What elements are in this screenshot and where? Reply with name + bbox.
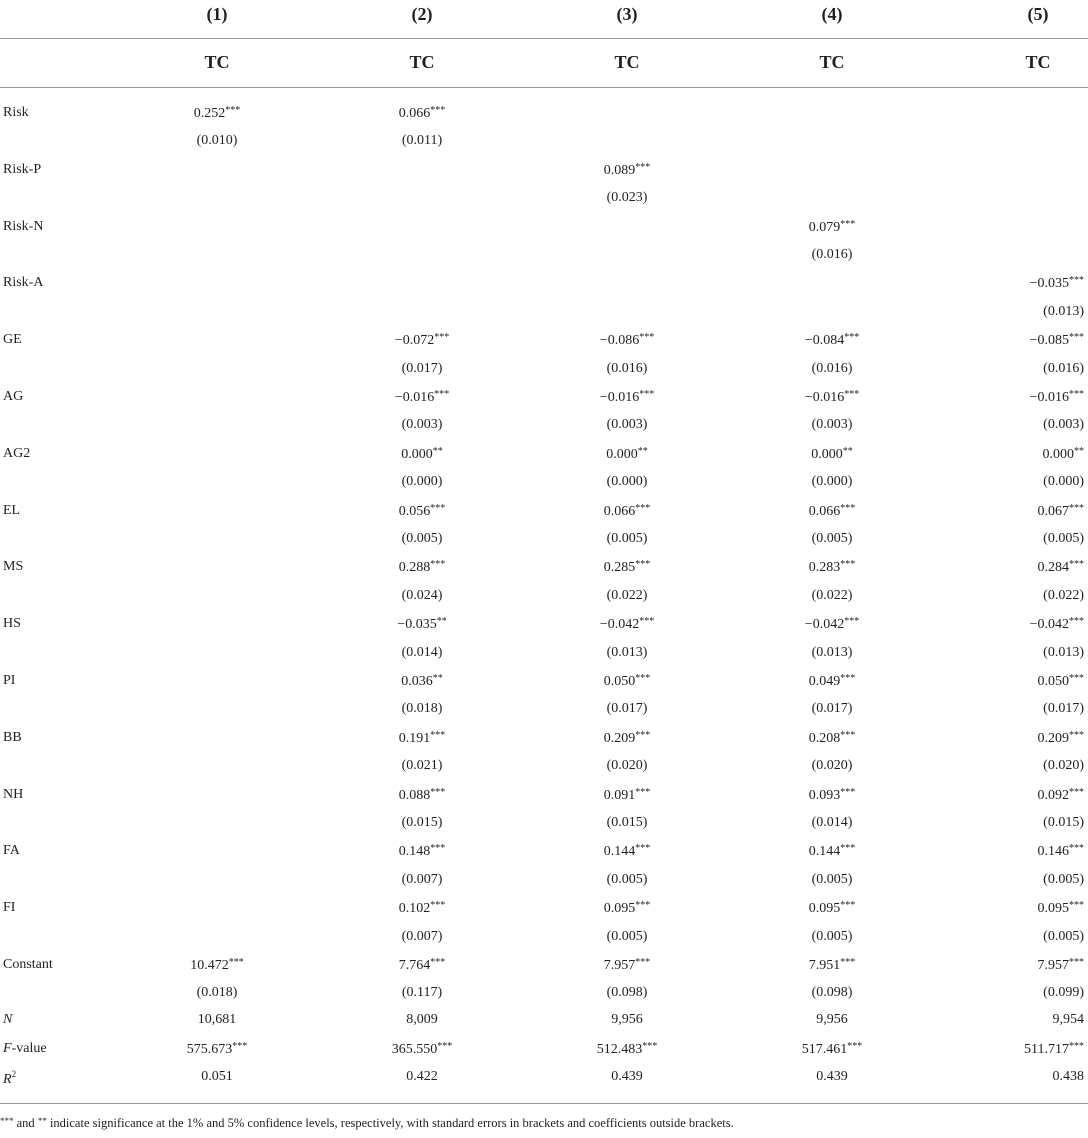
standard-error-cell: (0.017) [1043,701,1084,717]
stat-cell: 8,009 [406,1012,438,1027]
coefficient-cell: −0.016*** [394,389,450,405]
standard-error-cell: (0.017) [606,701,648,717]
standard-error-cell: (0.003) [811,417,853,433]
standard-error-cell: (0.015) [606,815,648,830]
standard-error-cell: (0.005) [811,928,853,944]
standard-error-cell: (0.003) [1043,417,1084,433]
row-label: Constant [3,957,53,972]
coefficient-cell: 0.252*** [193,105,241,121]
coefficient-cell: 0.056*** [398,502,446,519]
stat-cell: 512.483*** [596,1040,658,1057]
standard-error-cell: (0.000) [401,474,443,490]
standard-error-cell: (0.003) [606,417,648,433]
standard-error-cell: (0.024) [401,587,443,603]
standard-error-cell: (0.011) [401,133,443,149]
coefficient-cell: 0.144*** [808,843,856,860]
coefficient-cell: 7.951*** [808,957,856,973]
standard-error-cell: (0.000) [811,474,853,490]
coefficient-cell: 0.095*** [808,900,856,917]
standard-error-cell: (0.005) [606,928,648,944]
dependent-variable-header: TC [614,52,640,72]
coefficient-cell: 7.957*** [1037,957,1084,973]
coefficient-cell: −0.016*** [804,389,860,405]
standard-error-cell: (0.005) [401,531,443,546]
row-label: Risk-P [3,161,42,177]
row-label: FA [3,843,20,859]
coefficient-cell: 0.093*** [808,786,856,803]
row-label: HS [3,616,21,632]
row-label: NH [3,786,24,802]
standard-error-cell: (0.020) [1043,758,1084,774]
row-label: EL [3,502,21,518]
stat-label: N [3,1012,13,1027]
coefficient-cell: 0.079*** [808,218,856,235]
coefficient-cell: 7.957*** [603,957,651,973]
standard-error-cell: (0.005) [811,871,853,887]
standard-error-cell: (0.013) [1043,303,1084,319]
coefficient-cell: 0.285*** [603,559,651,576]
coefficient-cell: 0.049*** [808,673,856,689]
coefficient-cell: −0.085*** [1029,332,1084,349]
coefficient-cell: 0.095*** [603,900,651,917]
coefficient-cell: 0.088*** [398,786,446,803]
standard-error-cell: (0.015) [401,815,443,830]
stat-cell: 9,956 [816,1012,848,1027]
stat-cell: 10,681 [197,1012,237,1027]
coefficient-cell: 0.209*** [603,729,651,746]
standard-error-cell: (0.021) [401,758,443,774]
stat-cell: 9,954 [1052,1012,1084,1027]
row-label: BB [3,729,22,745]
stat-label: F-value [3,1040,47,1056]
coefficient-cell: 0.092*** [1037,786,1084,803]
coefficient-cell: 0.067*** [1037,502,1084,519]
coefficient-cell: −0.016*** [1029,389,1084,405]
standard-error-cell: (0.014) [811,815,853,830]
standard-error-cell: (0.005) [1043,928,1084,944]
standard-error-cell: (0.014) [401,644,443,660]
coefficient-cell: 0.000** [606,445,648,462]
standard-error-cell: (0.018) [401,701,443,717]
coefficient-cell: 0.091*** [603,786,651,803]
standard-error-cell: (0.022) [1043,587,1084,603]
coefficient-cell: −0.016*** [599,389,655,405]
coefficient-cell: 10.472*** [190,957,244,973]
standard-error-cell: (0.020) [606,758,648,774]
coefficient-cell: 0.283*** [808,559,856,576]
dependent-variable-header: TC [204,52,230,72]
standard-error-cell: (0.017) [811,701,853,717]
coefficient-cell: 0.288*** [398,559,446,576]
standard-error-cell: (0.005) [1043,531,1084,546]
stat-label: $R^2$ [3,1069,17,1087]
stat-cell: 0.439 [816,1069,848,1084]
stat-cell: 517.461*** [801,1040,863,1057]
coefficient-cell: 0.050*** [603,673,651,689]
coefficient-cell: −0.072*** [394,332,450,349]
standard-error-cell: (0.016) [1043,360,1084,376]
stat-cell: 0.438 [1052,1069,1084,1084]
coefficient-cell: 0.146*** [1037,843,1084,860]
standard-error-cell: (0.013) [606,644,648,660]
coefficient-cell: 0.050*** [1037,673,1084,689]
coefficient-cell: 0.066*** [603,502,651,519]
standard-error-cell: (0.017) [401,360,443,376]
standard-error-cell: (0.005) [606,531,648,546]
coefficient-cell: 0.148*** [398,843,446,860]
standard-error-cell: (0.010) [196,133,238,149]
column-number-header: (5) [1027,4,1049,24]
coefficient-cell: −0.086*** [599,332,655,349]
standard-error-cell: (0.117) [401,985,443,1001]
row-label: MS [3,559,24,575]
coefficient-cell: 0.284*** [1037,559,1084,576]
standard-error-cell: (0.016) [606,360,648,376]
standard-error-cell: (0.013) [1043,644,1084,660]
coefficient-cell: −0.042*** [599,616,655,633]
row-label: PI [3,673,16,688]
standard-error-cell: (0.098) [811,985,853,1001]
coefficient-cell: −0.035*** [1029,275,1084,292]
standard-error-cell: (0.005) [606,871,648,887]
standard-error-cell: (0.023) [606,190,648,206]
stat-cell: 9,956 [611,1012,643,1027]
row-label: FI [3,900,16,916]
row-label: Risk [3,105,29,120]
dependent-variable-header: TC [819,52,845,72]
row-label: Risk-A [3,275,44,291]
row-label: AG2 [3,445,31,461]
standard-error-cell: (0.003) [401,417,443,433]
coefficient-cell: 0.208*** [808,729,856,746]
stat-cell: 575.673*** [186,1040,248,1057]
table-rule-3 [0,1103,1088,1104]
coefficient-cell: 0.209*** [1037,729,1084,746]
standard-error-cell: (0.007) [401,928,443,944]
coefficient-cell: 0.095*** [1037,900,1084,917]
standard-error-cell: (0.007) [401,871,443,887]
standard-error-cell: (0.016) [811,247,853,262]
standard-error-cell: (0.022) [811,587,853,603]
coefficient-cell: 0.102*** [398,900,446,917]
coefficient-cell: −0.035** [397,616,447,633]
column-number-header: (4) [821,4,843,24]
table-rule-1 [0,38,1088,39]
row-label: Risk-N [3,218,44,234]
standard-error-cell: (0.005) [811,531,853,546]
coefficient-cell: 0.000** [811,445,853,462]
stat-cell: 365.550*** [391,1040,453,1057]
coefficient-cell: 0.036** [401,673,443,689]
coefficient-cell: 7.764*** [398,957,446,973]
standard-error-cell: (0.000) [1043,474,1084,490]
coefficient-cell: −0.042*** [1029,616,1084,633]
coefficient-cell: −0.084*** [804,332,860,349]
row-label: GE [3,332,22,348]
standard-error-cell: (0.022) [606,587,648,603]
column-number-header: (3) [616,4,638,24]
standard-error-cell: (0.099) [1043,985,1084,1001]
coefficient-cell: 0.191*** [398,729,446,746]
stat-cell: 0.439 [611,1069,643,1084]
standard-error-cell: (0.005) [1043,871,1084,887]
coefficient-cell: 0.000** [401,445,443,462]
coefficient-cell: 0.066*** [808,502,856,519]
standard-error-cell: (0.000) [606,474,648,490]
table-footnote: *** and ** indicate significance at the 1% and 5% confidence levels, respectively, with standard errors in brackets and coefficients outside brackets. [0,1116,734,1130]
standard-error-cell: (0.098) [606,985,648,1001]
standard-error-cell: (0.013) [811,644,853,660]
stat-cell: 0.422 [406,1069,438,1084]
column-number-header: (1) [206,4,228,24]
table-rule-2 [0,87,1088,88]
stat-cell: 0.051 [201,1069,233,1084]
standard-error-cell: (0.020) [811,758,853,774]
stat-cell: 511.717*** [1024,1040,1084,1057]
standard-error-cell: (0.016) [811,360,853,376]
coefficient-cell: 0.089*** [603,161,651,178]
dependent-variable-header: TC [409,52,435,72]
coefficient-cell: −0.042*** [804,616,860,633]
coefficient-cell: 0.000** [1042,445,1084,462]
row-label: AG [3,389,24,404]
coefficient-cell: 0.144*** [603,843,651,860]
coefficient-cell: 0.066*** [398,105,446,121]
dependent-variable-header: TC [1025,52,1051,72]
column-number-header: (2) [411,4,433,24]
standard-error-cell: (0.015) [1043,815,1084,830]
standard-error-cell: (0.018) [196,985,238,1001]
